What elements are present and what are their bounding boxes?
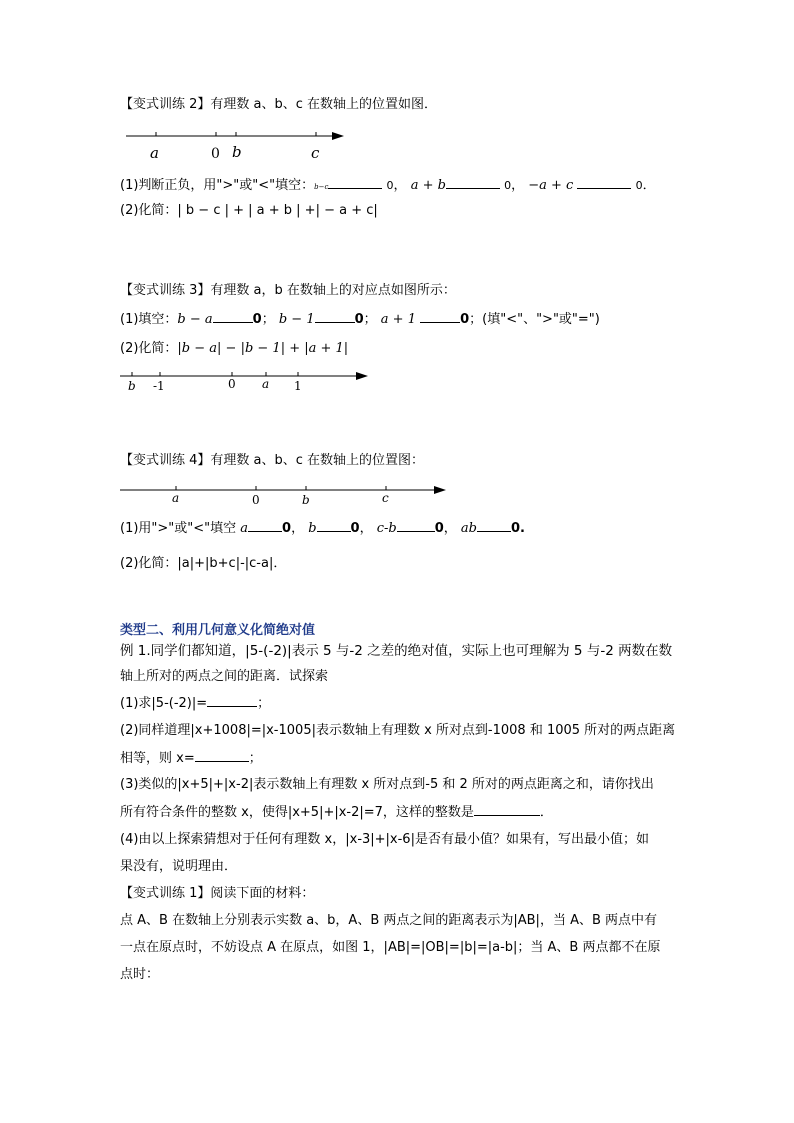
v2-q1-e2: a + b xyxy=(410,178,446,193)
v4-q1-e1: a xyxy=(240,521,249,536)
v3-q1-e3: a + 1 xyxy=(380,312,416,327)
v3-q2-expr: |b − a| − |b − 1| + |a + 1| xyxy=(177,341,349,356)
v3-q1-zero1: 0 xyxy=(252,312,262,327)
v4-q1-e4: ab xyxy=(460,521,477,536)
v2-q1-zero1: 0 xyxy=(386,179,394,192)
v3-axis-label-1: 1 xyxy=(294,379,302,393)
v4-q1-prefix: (1)用">"或"<"填空 xyxy=(120,521,241,536)
v3-q1-blank3[interactable] xyxy=(420,310,460,323)
ex1-q2-blank[interactable] xyxy=(195,749,249,762)
v4-q2: (2)化简：|a|+|b+c|-|c-a|． xyxy=(120,556,287,571)
v4-q1-blank2[interactable] xyxy=(317,519,351,532)
v2-q2: (2)化简：| b − c | + | a + b | +| − a + c| xyxy=(120,203,378,218)
v1-line3: 点时： xyxy=(120,967,160,982)
ex1-q4-line1: (4)由以上探索猜想对于任何有理数 x，|x-3|+|x-6|是否有最小值？如果有，写出最小值；如 xyxy=(120,832,649,847)
ex1-q2-text: 相等，则 x= xyxy=(120,751,195,766)
v4-q1-blank4[interactable] xyxy=(477,519,511,532)
v4-q1-zero1: 0 xyxy=(282,521,292,536)
v3-q1: (1)填空：b − a 0； b − 1 0； a + 1 0；(填"<"、">"或"=") xyxy=(120,312,600,327)
v4-title: 【变式训练 4】有理数 a、b、c 在数轴上的位置图： xyxy=(120,453,425,468)
v3-axis-label-b: b xyxy=(128,379,136,393)
v4-axis-label-b: b xyxy=(302,493,310,507)
v2-q1-zero2: 0 xyxy=(504,179,512,192)
v1-line2: 一点在原点时，不妨设点 A 在原点，如图 1，|AB|=|OB|=|b|=|a-b|；当 A、B 两点都不在原 xyxy=(120,940,661,955)
v4-q1-zero3: 0 xyxy=(434,521,444,536)
v4-number-line xyxy=(118,480,458,510)
v3-q1-e1: b − a xyxy=(177,312,213,327)
v4-q1-zero2: 0 xyxy=(350,521,360,536)
v2-q1-prefix: (1)判断正负，用">"或"<"填空： xyxy=(120,178,315,193)
v2-axis-label-c: c xyxy=(311,144,320,162)
v2-q1-blank1[interactable] xyxy=(328,176,382,189)
v4-axis-label-a: a xyxy=(172,491,180,505)
v4-q1-blank1[interactable] xyxy=(248,519,282,532)
v4-q1: (1)用">"或"<"填空 a 0， b 0， c-b 0， ab 0. xyxy=(120,521,525,536)
v3-q2 xyxy=(120,340,348,358)
v4-q1-e2: b xyxy=(308,521,317,536)
v4-axis-label-c: c xyxy=(382,491,389,505)
v4-axis-label-0: 0 xyxy=(252,493,260,507)
v4-q1-e3: c-b xyxy=(376,521,397,536)
v1-line1: 点 A、B 在数轴上分别表示实数 a、b，A、B 两点之间的距离表示为|AB|，当 A、B 两点中有 xyxy=(120,913,658,928)
ex1-q4-line2: 果没有，说明理由． xyxy=(120,859,238,874)
v2-q1: (1)判断正负，用">"或"<"填空：b−c 0， a + b 0， −a + c 0． xyxy=(120,178,656,193)
v2-q1-blank3[interactable] xyxy=(577,176,631,189)
ex1-line1: 例 1.同学们都知道，|5-(-2)|表示 5 与-2 之差的绝对值，实际上也可理解为 5 与-2 两数在数 xyxy=(120,643,673,659)
v3-q1-blank2[interactable] xyxy=(315,310,355,323)
v2-q1-e3: −a + c xyxy=(528,178,574,193)
v2-axis-label-b: b xyxy=(232,143,242,161)
v3-q1-e2: b − 1 xyxy=(278,312,315,327)
v4-q1-zero4: 0 xyxy=(511,521,521,536)
v2-axis-label-a: a xyxy=(150,144,159,162)
v3-axis-label-minus1: -1 xyxy=(153,379,165,393)
ex1-q3-blank[interactable] xyxy=(474,803,540,816)
section2-heading: 类型二、利用几何意义化简绝对值 xyxy=(120,623,316,638)
ex1-line2: 轴上所对的两点之间的距离．试探索 xyxy=(120,669,329,684)
v3-q1-suffix: ；(填"<"、">"或"=") xyxy=(469,312,600,327)
v3-q1-blank1[interactable] xyxy=(213,310,253,323)
v3-title: 【变式训练 3】有理数 a，b 在数轴上的对应点如图所示： xyxy=(120,283,456,298)
ex1-q3-text: 所有符合条件的整数 x，使得|x+5|+|x-2|=7，这样的整数是 xyxy=(120,805,474,820)
ex1-q2-line2: 相等，则 x= ； xyxy=(120,751,262,766)
v2-q1-zero3: 0 xyxy=(635,179,643,192)
v4-q1-blank3[interactable] xyxy=(397,519,435,532)
ex1-q3-line1: (3)类似的|x+5|+|x-2|表示数轴上有理数 x 所对点到-5 和 2 所对的两点距离之和，请你找出 xyxy=(120,777,654,792)
v2-q1-e1: b−c xyxy=(314,183,329,191)
v3-number-line xyxy=(118,366,378,396)
ex1-q3-line2: 所有符合条件的整数 x，使得|x+5|+|x-2|=7，这样的整数是 ． xyxy=(120,805,553,820)
v3-q2-prefix: (2)化简： xyxy=(120,341,178,356)
v3-q1-zero3: 0 xyxy=(460,312,470,327)
v1-title: 【变式训练 1】阅读下面的材料： xyxy=(120,886,315,901)
v2-q1-blank2[interactable] xyxy=(446,176,500,189)
v3-q1-prefix: (1)填空： xyxy=(120,312,178,327)
v3-axis-label-a: a xyxy=(262,377,270,391)
v3-q1-zero2: 0 xyxy=(354,312,364,327)
v2-title: 【变式训练 2】有理数 a、b、c 在数轴上的位置如图． xyxy=(120,97,438,112)
ex1-q1: (1)求|5-(-2)|= ； xyxy=(120,696,271,711)
v3-axis-label-0: 0 xyxy=(228,377,236,391)
v2-number-line xyxy=(120,124,350,164)
v2-axis-label-0: 0 xyxy=(211,146,220,162)
ex1-q1-text: (1)求|5-(-2)|= xyxy=(120,696,208,711)
ex1-q1-blank[interactable] xyxy=(207,694,257,707)
ex1-q2-line1: (2)同样道理|x+1008|=|x-1005|表示数轴上有理数 x 所对点到-1008 和 1005 所对的两点距离 xyxy=(120,723,676,738)
